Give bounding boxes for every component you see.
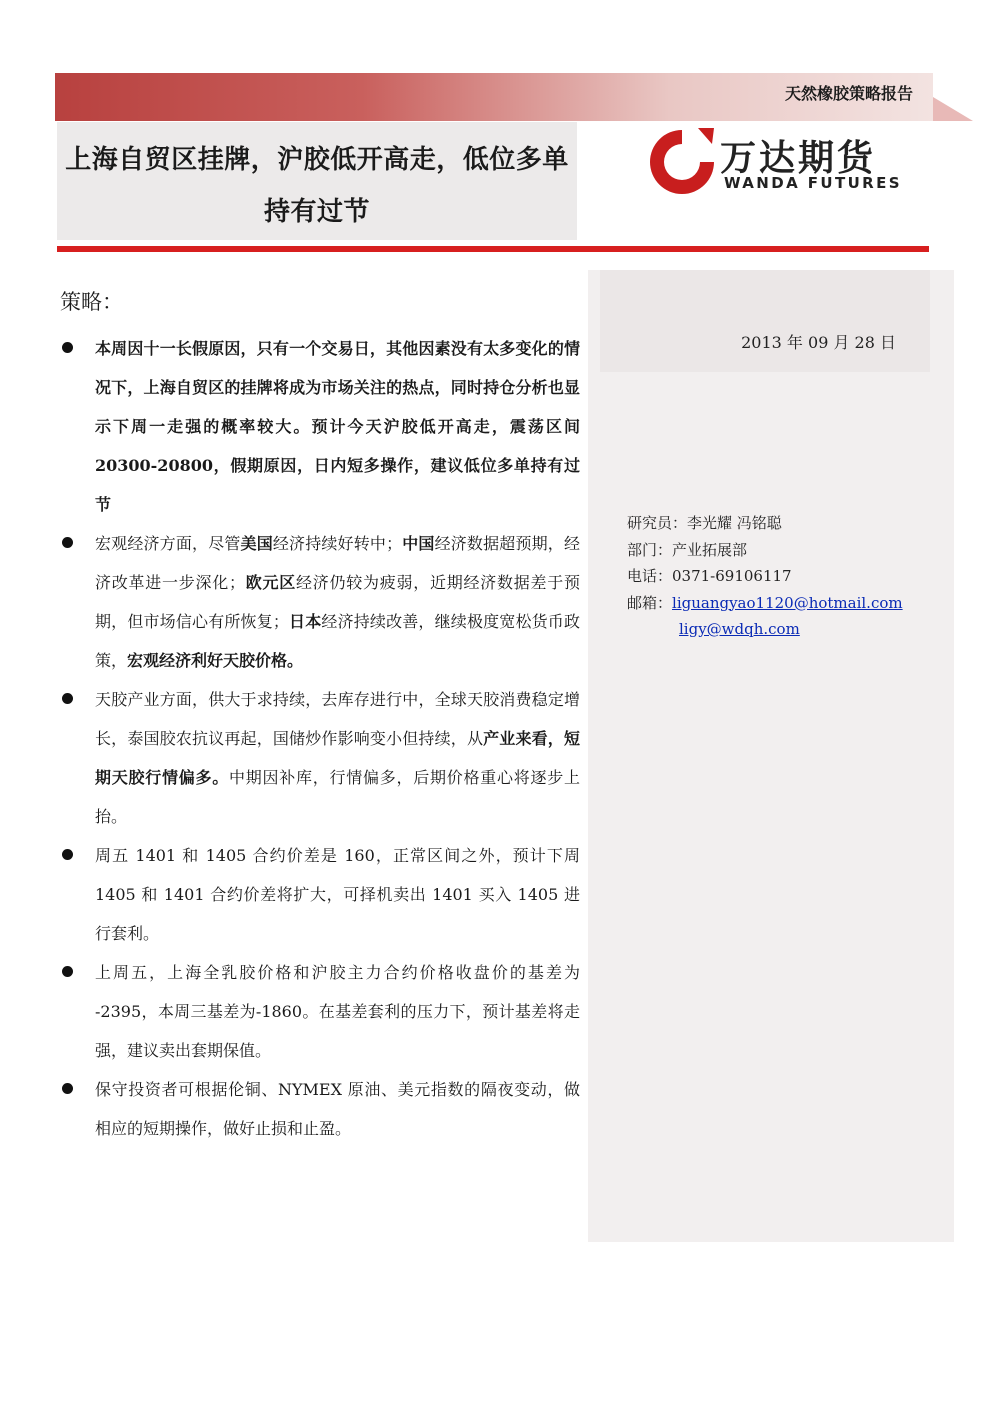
bullet-text [95, 680, 580, 836]
bullet-text-segment: 日本 [288, 612, 322, 631]
bullet-text-segment: 宏观经济方面，尽管 [95, 534, 241, 553]
bullet-text-segment: 产业来看，短期天胶行情偏多。 [95, 729, 580, 787]
report-title-line2: 持有过节 [263, 197, 370, 227]
bullet-dot-icon [62, 849, 73, 860]
bullet-text-segment: 周五 1401 和 1405 合约价差是 160，正常区间之外，预计下周 1405 和 1401 合约价差将扩大，可择机卖出 1401 买入 1405 进行套利。 [95, 846, 580, 943]
bullet-text-segment: 本周因十一长假原因，只有一个交易日，其他因素没有太多变化的情况下，上海自贸区的挂牌将成为市场关注的热点，同时持仓分析也显示下周一走强的概率较大。预计今天沪胶低开高走，震荡区间 20300-20800，假期原因，日内短多操作，建议低位多单持有过节 [95, 339, 580, 514]
bullet-text-segment: 中国 [402, 534, 435, 553]
strategy-heading: 策略： [60, 290, 123, 314]
report-title [57, 134, 577, 238]
email-line-2 [627, 616, 903, 643]
header-divider [57, 246, 929, 252]
email-link-1[interactable]: liguangyao1120@hotmail.com [672, 593, 903, 612]
bullet-text-segment: 保守投资者可根据伦铜、NYMEX 原油、美元指数的隔夜变动，做相应的短期操作，做好止损和止盈。 [95, 1080, 580, 1138]
strategy-bullet [60, 1070, 580, 1148]
report-title-line1: 上海自贸区挂牌，沪胶低开高走，低位多单 [65, 145, 569, 175]
bullet-text-segment: 经济持续好转中； [272, 534, 403, 553]
contact-info [627, 510, 903, 643]
date-box [600, 270, 930, 372]
bullet-text-segment: 经济数据超预期，经济改革进一步深化； [95, 534, 580, 592]
phone-line: 电话：0371-69106117 [627, 567, 792, 585]
strategy-bullet [60, 524, 580, 680]
email-line [627, 590, 903, 617]
bullet-dot-icon [62, 1083, 73, 1094]
wanda-logo-icon [642, 124, 718, 200]
bullet-dot-icon [62, 537, 73, 548]
bullet-text [95, 836, 580, 953]
researcher-line: 研究员：李光耀 冯铭聪 [627, 514, 782, 532]
strategy-bullet-list [60, 329, 580, 1148]
strategy-bullet [60, 836, 580, 953]
email-label: 邮箱： [627, 593, 673, 612]
logo-english-name: WANDA FUTURES [724, 174, 902, 192]
logo-chinese-name: 万达期货 [720, 138, 877, 179]
bullet-text-segment: 宏观经济利好天胶价格。 [127, 651, 304, 670]
bullet-dot-icon [62, 966, 73, 977]
bullet-text [95, 524, 580, 680]
email-link-2[interactable]: ligy@wdqh.com [679, 620, 800, 638]
strategy-bullet [60, 680, 580, 836]
bullet-text-segment: 中期因补库，行情偏多，后期价格重心将逐步上抬。 [95, 768, 580, 826]
header-banner [55, 73, 933, 121]
bullet-dot-icon [62, 342, 73, 353]
report-type-label: 天然橡胶策略报告 [784, 84, 913, 103]
bullet-text-segment: 上周五，上海全乳胶价格和沪胶主力合约价格收盘价的基差为 -2395，本周三基差为-1860。在基差套利的压力下，预计基差将走强，建议卖出套期保值。 [95, 963, 580, 1060]
bullet-text [95, 953, 580, 1070]
bullet-text [95, 329, 580, 524]
bullet-text-segment: 经济仍较为疲弱，近期经济数据差于预期，但市场信心有所恢复； [95, 573, 580, 631]
report-date: 2013 年 09 月 28 日 [741, 333, 896, 352]
bullet-text-segment: 经济持续改善，继续极度宽松货币政策， [95, 612, 580, 670]
bullet-text-segment: 欧元区 [245, 573, 296, 592]
department-line: 部门：产业拓展部 [627, 540, 748, 559]
company-logo [640, 122, 920, 202]
banner-wedge-decoration [933, 97, 973, 121]
bullet-dot-icon [62, 693, 73, 704]
sidebar-panel [588, 270, 954, 1242]
bullet-text-segment: 美国 [240, 534, 273, 553]
bullet-text [95, 1070, 580, 1148]
strategy-bullet [60, 953, 580, 1070]
strategy-bullet [60, 329, 580, 524]
bullet-text-segment: 天胶产业方面，供大于求持续，去库存进行中，全球天胶消费稳定增长，泰国胶农抗议再起，国储炒作影响变小但持续，从 [95, 690, 580, 748]
title-box [57, 122, 577, 240]
